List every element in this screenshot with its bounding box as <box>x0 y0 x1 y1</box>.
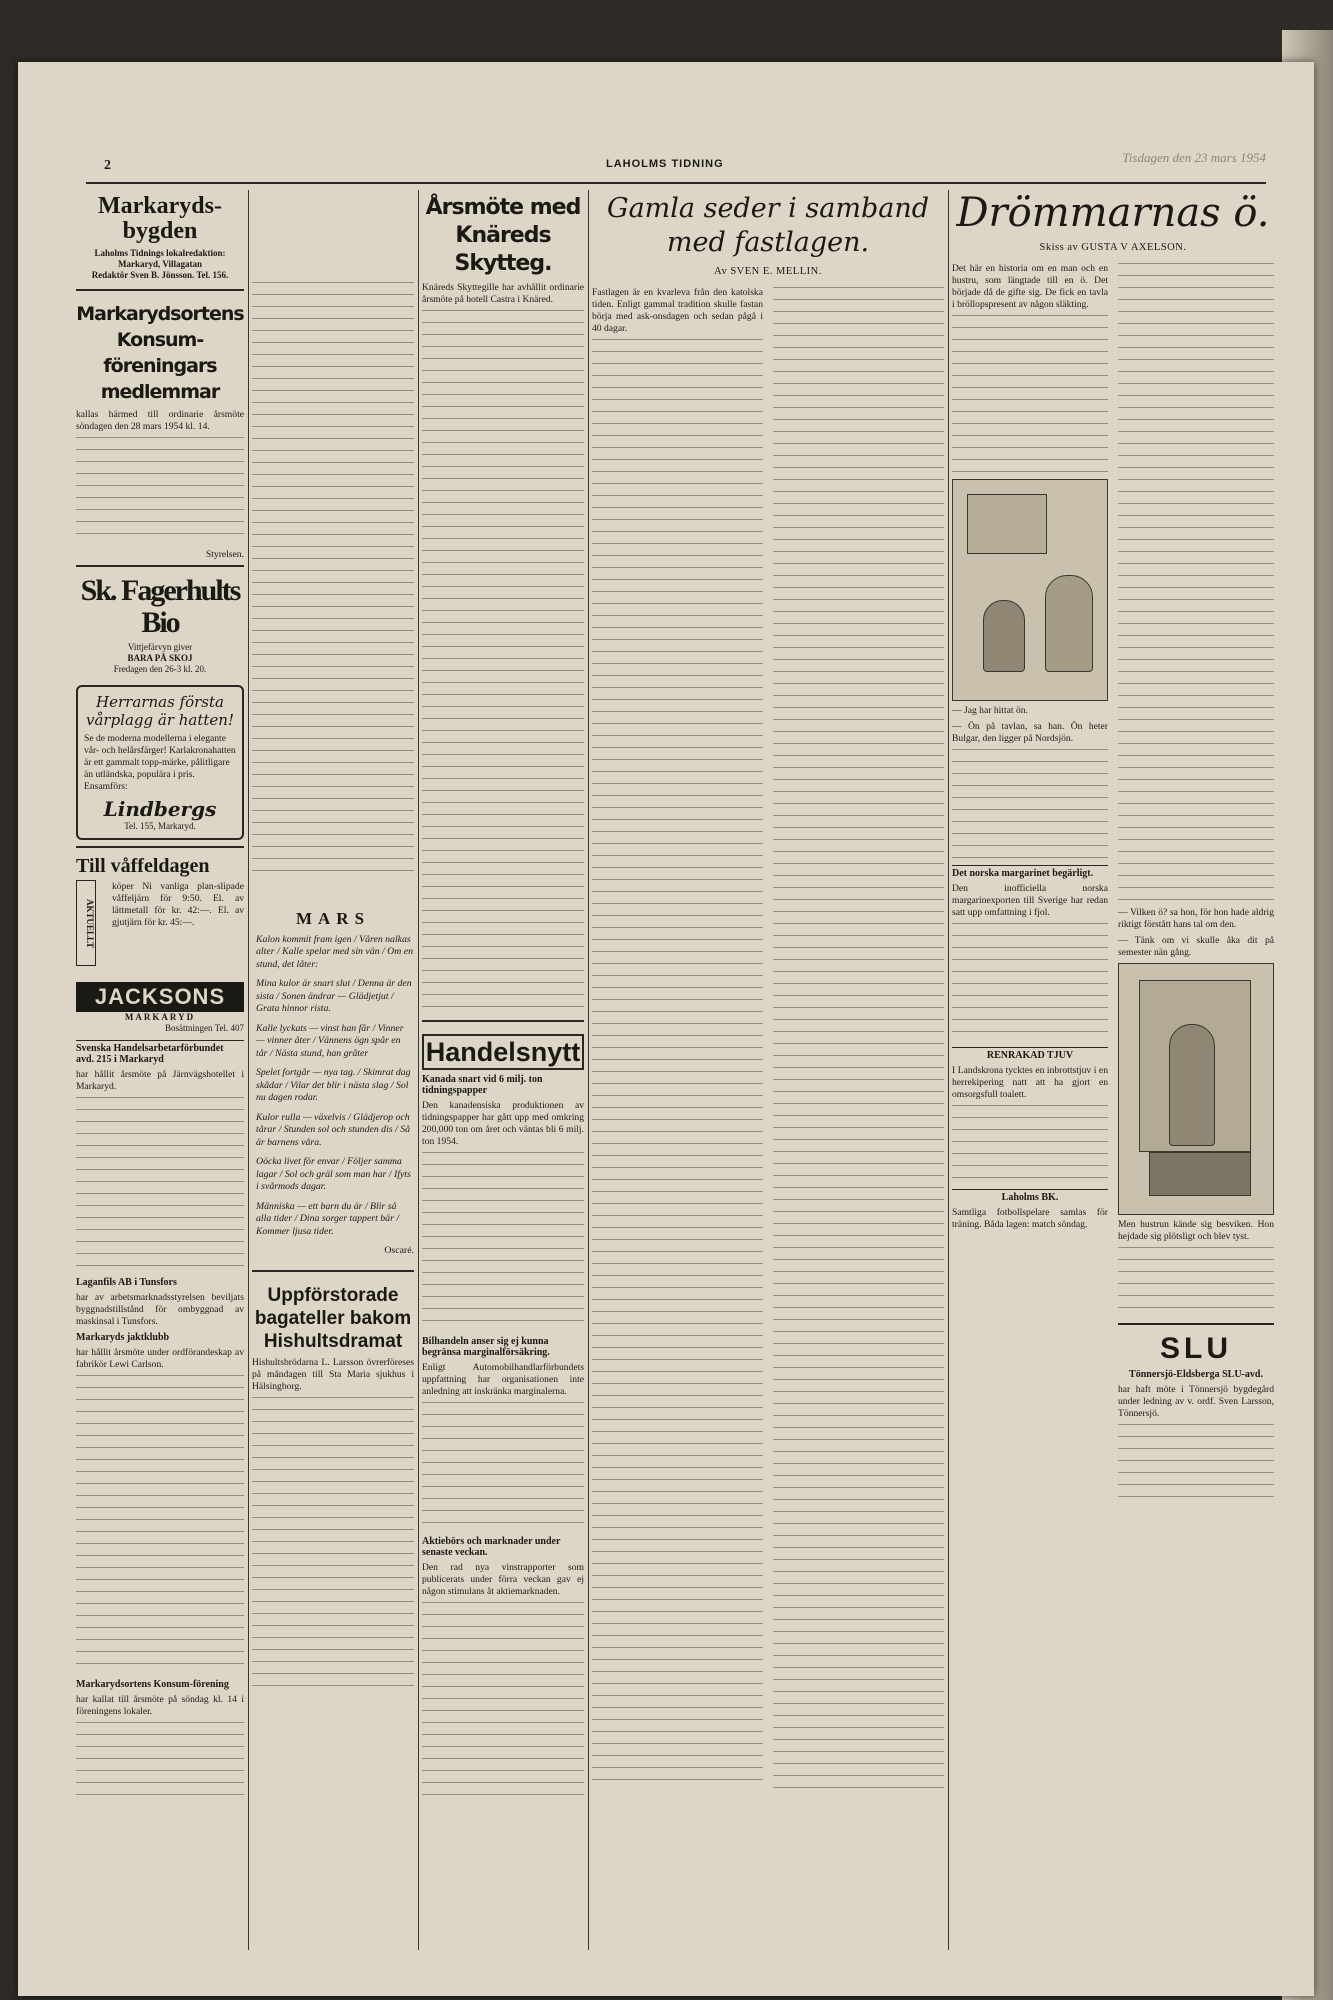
column-knared <box>422 190 584 1950</box>
story-dialog: — Tänk om vi skulle åka dit på semester nän gång. <box>1118 935 1274 958</box>
article-columns <box>592 283 944 1801</box>
story-intro: Det här en historia om en man och en hustru, som längtade till en ö. Det började då de gifte sig. De fick en tavla i bröllopspresent av någon släkting. <box>952 263 1108 310</box>
section-title: Markaryds-bygden <box>98 193 222 245</box>
konsum-notice <box>76 289 244 561</box>
handels-heading: Svenska Handelsarbetarförbundet avd. 215 i Markaryd <box>76 1043 224 1066</box>
story-columns <box>952 259 1274 1508</box>
bio-showtime: Fredagen den 26-3 kl. 20. <box>113 664 207 675</box>
jacksons-address: Bosättningen Tel. 407 <box>165 1023 244 1034</box>
woman-figure <box>1169 1024 1215 1146</box>
painting-icon <box>967 494 1047 554</box>
newspaper-name: LAHOLMS TIDNING <box>606 158 724 170</box>
konsum2-article <box>76 1679 244 1802</box>
story-dialog: — Jag har hittat ön. <box>952 705 1028 716</box>
woman-figure <box>983 600 1025 672</box>
margarine-heading: Det norska margarinet begärligt. <box>952 868 1094 879</box>
column-rule <box>588 190 589 1950</box>
editorial-line: Laholms Tidnings lokalredaktion: Markaryd, Villagatan <box>94 248 226 270</box>
margarine-text: Den inofficiella norska margarinexporten till Sverige har redan satt upp omfattning i fjol. <box>952 883 1108 918</box>
hishult-article <box>252 1270 414 1687</box>
hishult-heading: Uppförstorade bagateller bakom Hishultsdramat <box>254 1284 412 1352</box>
konsum-heading: Markarydsortens Konsum-föreningars medlemmar <box>76 303 244 404</box>
bk-heading: Laholms BK. <box>1001 1192 1059 1203</box>
lagan-heading: Laganfils AB i Tunsfors <box>76 1277 177 1289</box>
lagan-article <box>76 1277 244 1328</box>
hishult-text-block <box>252 1397 414 1687</box>
poem-stanza: Mina kulor är snart slut / Denna är den sista / Sonen ändrar — Glädjetjut / Grata hinnor rista. <box>256 978 412 1015</box>
margarine-text-block <box>952 923 1108 1043</box>
slu-text-block <box>1118 1424 1274 1504</box>
news-text: Den rad nya vinstrapporter som publicerats under förra veckan gav ej någon stimulans åt aktiemarknaden. <box>422 1562 584 1598</box>
news-text: Den kanadensiska produktionen av tidningspapper har gått upp med omkring 200,000 ton om året och väntas bli 6 milj. ton 1954. <box>422 1100 584 1148</box>
konsum2-heading: Markarydsortens Konsum-förening <box>76 1679 229 1691</box>
konsum-text-block <box>76 437 244 545</box>
slu-article <box>1118 1323 1274 1504</box>
tjuv-text-block <box>952 1105 1108 1185</box>
news-heading: Bilhandeln anser sig ej kunna begränsa marginalförsäkring. <box>422 1336 550 1359</box>
waffle-text: köper Ni vanliga plan-slipade våffeljärn för 9:50. El. av lättmetall för kr. 42:—. El. av gjutjärn för kr. 45:—. <box>112 881 244 929</box>
jakt-article <box>76 1332 244 1675</box>
poem-stanza: Kulor rulla — växelvis / Glädjerop och tårar / Stunden sol och stunden dis / Så är barnens våra. <box>256 1111 411 1148</box>
konsum-signature: Styrelsen. <box>205 549 244 561</box>
story-byline: Skiss av GUSTA V AXELSON. <box>1039 242 1187 253</box>
poem-author: Oscaré. <box>384 1245 414 1257</box>
story-text-block <box>952 749 1108 859</box>
article-text-block <box>592 339 763 1789</box>
slu-subheading: Tönnersjö-Eldsberga SLU-avd. <box>1129 1368 1263 1380</box>
annual-meeting-text: Knäreds Skyttegille har avhållit ordinarie årsmöte på hotell Castra i Knäred. <box>422 282 584 305</box>
slu-heading: SLU <box>1160 1332 1232 1365</box>
konsum-text: kallas härmed till ordinarie årsmöte söndagen den 28 mars 1954 kl. 14. <box>76 409 244 433</box>
poem-stanza: Kalon kommit fram igen / Våren nalkas alter / Kalle spelar med sin vän / Om en stund, det låter: <box>256 933 414 970</box>
story-dialog: — Vilken ö? sa hon, för hon hade aldrig riktigt förstått hans tal om den. <box>1118 907 1274 930</box>
story-title: Drömmarnas ö. <box>956 190 1270 236</box>
jacksons-ad <box>76 846 244 980</box>
tjuv-article <box>952 1047 1108 1185</box>
aktuellt-tag: AKTUELLT <box>76 880 96 966</box>
handels-text-block <box>76 1097 244 1273</box>
handelsnytt-heading: Handelsnytt <box>422 1034 584 1070</box>
jakt-heading: Markaryds jaktklubb <box>76 1332 170 1344</box>
handels-text: har hållit årsmöte på Järnvägshotellet i Markaryd. <box>76 1069 244 1093</box>
article-column <box>592 283 763 1801</box>
bio-ad <box>76 565 244 679</box>
news-text: Enligt Automobilhandlarförbundets uppfattning har organisationen inte anledning att inskränka marginalerna. <box>422 1362 584 1398</box>
hat-ad <box>76 685 244 840</box>
annual-meeting-heading: Årsmöte med Knäreds Skytteg. <box>425 195 581 276</box>
hishult-text: Hishultsbrödarna L. Larsson övrerföreses på måndagen till Sta Maria sjukhus i Hälsingborg. <box>252 1356 414 1392</box>
jacksons-town: MARKARYD <box>124 1012 196 1023</box>
article-intro: Fastlagen är en kvarleva från den katolska tiden. Enligt gammal tradition skulle fastan börja med ask-onsdagen och sedan pågå i 40 dagar. <box>592 287 763 334</box>
poem-title: MARS <box>295 909 371 928</box>
bk-notice <box>952 1189 1108 1231</box>
news-text-block <box>422 1152 584 1332</box>
jacksons-wordmark: JACKSONS <box>76 982 244 1012</box>
man-figure <box>1045 575 1093 672</box>
annual-meeting-text-block <box>422 310 584 1010</box>
tjuv-text: I Landskrona tycktes en inbrottstjuv i en herrekipering natt att ha gjort en omsorgsfull toalett. <box>952 1065 1108 1100</box>
poem-stanza: Kalle lyckats — vinst han får / Vinner — vinner åter / Vännens ögn spår en tår / Nästa stund, han gråter <box>256 1022 404 1059</box>
issue-date: Tisdagen den 23 mars 1954 <box>1122 150 1266 165</box>
hat-ad-text: Se de moderna modellerna i elegante vår- och helårsfärger! Karlakronahatten är ett gammalt topp-märke, pålitligare än utländska, populära i pris. Ensamförs: <box>84 733 236 793</box>
news-heading: Kanada snart vid 6 milj. ton tidningspapper <box>422 1074 543 1097</box>
article-text-block <box>773 287 944 1797</box>
news-text-block <box>422 1402 584 1532</box>
column-rule <box>418 190 419 1950</box>
column-continuation <box>252 190 414 1950</box>
bio-film-title: BARA PÅ SKOJ <box>127 653 193 664</box>
margarine-article <box>952 865 1108 1043</box>
hat-ad-shop: Lindbergs <box>103 797 217 822</box>
konsum2-text: har kallat till årsmöte på söndag kl. 14 i föreningens lokaler. <box>76 1694 244 1718</box>
story-text-block <box>1118 1247 1274 1317</box>
editorial-contact: Redaktör Sven B. Jönsson. Tel. 156. <box>91 270 229 281</box>
news-heading: Aktiebörs och marknader under senaste veckan. <box>422 1536 561 1559</box>
page-number: 2 <box>104 158 111 173</box>
page-header <box>86 150 1266 176</box>
poem-stanza: Oöcka livet för envar / Följer samma lagar / Sol och gräl som man har / Ifyts i svårmods dagar. <box>256 1156 411 1193</box>
story-text-block <box>1118 263 1274 903</box>
story-text-block <box>952 315 1108 475</box>
bio-line: Vittjefärvyn giver <box>127 642 193 653</box>
article-byline: Av SVEN E. MELLIN. <box>714 266 822 277</box>
story-column <box>1118 259 1274 1508</box>
column-dreams-island <box>952 190 1274 1950</box>
slu-text: har haft möte i Tönnersjö bygdegård under ledning av v. ordf. Sven Larsson, Tönnersjö. <box>1118 1383 1274 1419</box>
jakt-text: har hållit årsmöte under ordförandeskap av fabrikör Lewi Carlson. <box>76 1347 244 1371</box>
konsum2-text-block <box>76 1722 244 1802</box>
continued-text-block <box>252 282 414 882</box>
suitcase-icon <box>1149 1152 1251 1196</box>
news-text-block <box>422 1602 584 1802</box>
illustration-couple <box>952 479 1108 701</box>
handelsnytt-section <box>422 1020 584 1802</box>
bio-heading: Sk. Fagerhults Bio <box>80 574 240 639</box>
bk-text: Samtliga fotbollspelare samlas för träning. Båda lagen: match söndag. <box>952 1207 1108 1230</box>
column-markaryd <box>76 190 244 1950</box>
illustration-packing <box>1118 963 1274 1215</box>
handels-article <box>76 1040 244 1273</box>
poem-stanza: Människa — ett barn du är / Blir så alla tider / Dina sorger tappert bär / Kommer ljusa tider. <box>256 1200 400 1237</box>
column-rule <box>248 190 249 1950</box>
waffle-heading: Till våffeldagen <box>76 855 210 878</box>
column-fastlagen <box>592 190 944 1950</box>
story-dialog: — Ön på tavlan, sa han. Ön heter Bulgar, den ligger på Nordsjön. <box>952 721 1108 744</box>
hat-ad-tel: Tel. 155, Markaryd. <box>124 821 196 832</box>
story-column <box>952 259 1108 1508</box>
column-rule <box>948 190 949 1950</box>
header-rule <box>86 182 1266 184</box>
lagan-text: har av arbetsmarknadsstyrelsen beviljats byggnadstillstånd för ombyggnad av maskinsal i Tunsfors. <box>76 1292 244 1328</box>
poem <box>256 934 414 1258</box>
hat-ad-heading: Herrarnas första vårplagg är hatten! <box>85 693 234 730</box>
poem-stanza: Spelet fortgår — nya tag. / Skimrat dag skådar / Vilar det blir i nästa slag / Sol nu dagen rodar. <box>256 1067 411 1104</box>
story-closing: Men hustrun kände sig besviken. Hon hejdade sig plötsligt och blev tyst. <box>1118 1219 1274 1242</box>
article-title: Gamla seder i samband med fastlagen. <box>607 193 929 258</box>
tjuv-heading: RENRAKAD TJUV <box>986 1050 1074 1061</box>
jakt-text-block <box>76 1375 244 1675</box>
article-column <box>773 283 944 1801</box>
jacksons-logo <box>76 982 244 1034</box>
